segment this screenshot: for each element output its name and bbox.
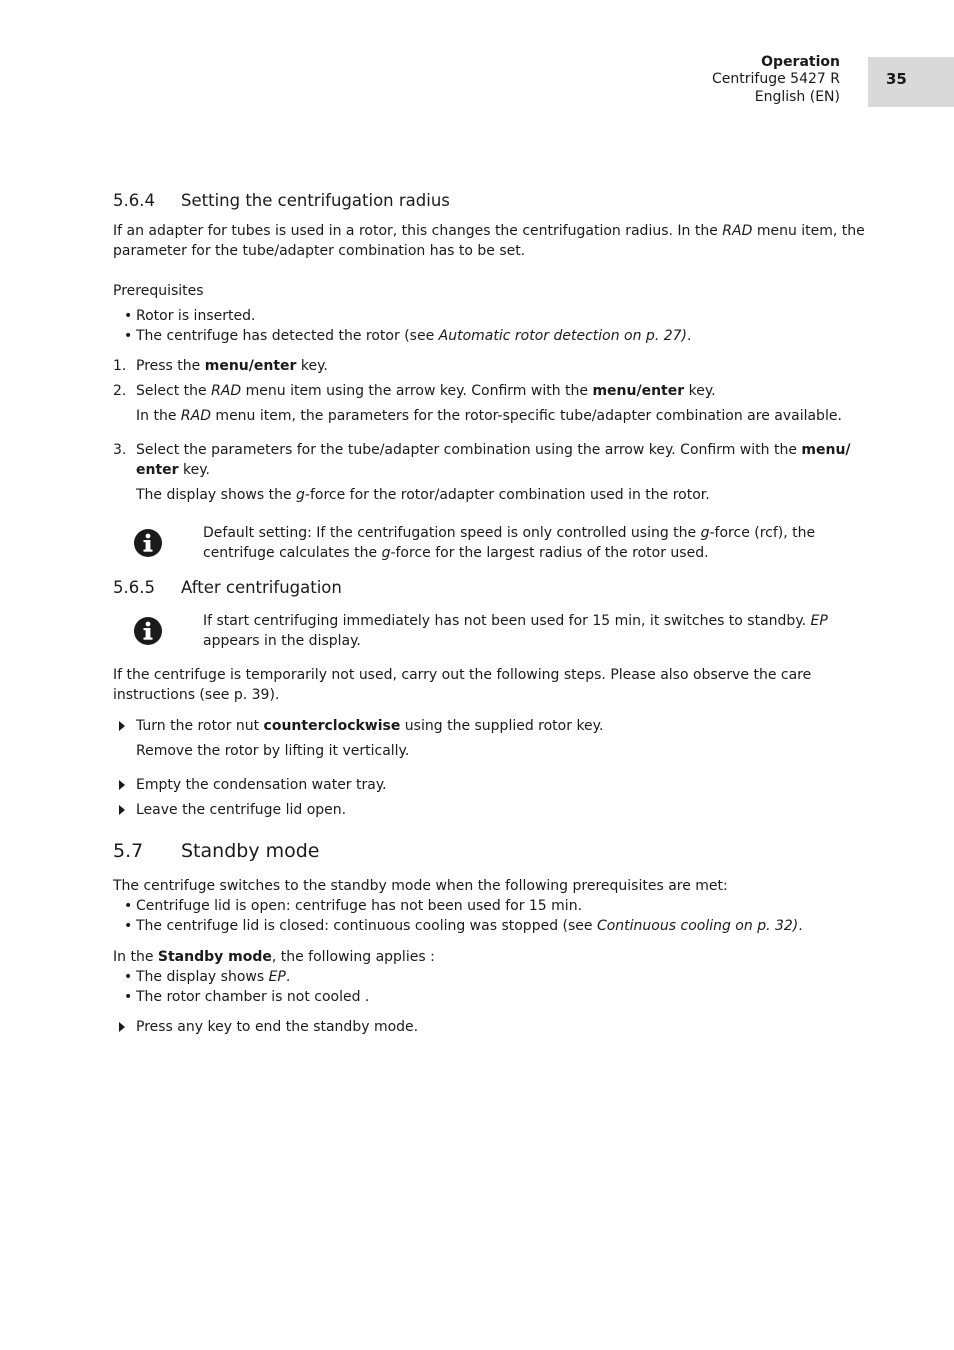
info-circle-icon	[133, 528, 163, 558]
action-step: Empty the condensation water tray.	[136, 777, 387, 793]
display-term: RAD	[722, 223, 753, 239]
text: menu item, the parameters for the rotor-specific tube/adapter combination are available.	[210, 408, 842, 424]
note-text	[203, 523, 815, 543]
bullet: •	[124, 918, 133, 934]
triangle-right-icon	[119, 780, 125, 790]
text: key.	[296, 358, 328, 374]
key-name: enter	[136, 462, 179, 478]
prerequisites-label: Prerequisites	[113, 283, 204, 299]
paragraph-line: The centrifuge switches to the standby mode when the following prerequisites are met:	[113, 878, 728, 894]
page-number: 35	[886, 70, 907, 88]
step-text	[136, 356, 328, 376]
step-result	[136, 406, 842, 426]
display-term: RAD	[211, 383, 242, 399]
text: In the	[136, 408, 181, 424]
section-heading-5-6-5	[113, 578, 342, 598]
text: If start centrifuging immediately has not been used for 15 min, it switches to standby.	[203, 613, 811, 629]
text: The display shows	[136, 969, 269, 985]
action-step: Leave the centrifuge lid open.	[136, 802, 347, 818]
list-item: The rotor chamber is not cooled .	[136, 989, 370, 1005]
list-item: Rotor is inserted.	[136, 308, 256, 324]
triangle-right-icon	[119, 721, 125, 731]
text: .	[798, 918, 803, 934]
paragraph-line	[113, 947, 435, 967]
text: The centrifuge has detected the rotor (see	[136, 328, 439, 344]
header-section: Operation	[761, 54, 840, 70]
text: Select the parameters for the tube/adapter combination using the arrow key. Confirm with the	[136, 442, 802, 458]
note-text	[203, 611, 828, 631]
action-step	[136, 716, 603, 736]
bullet: •	[124, 328, 133, 344]
text: The centrifuge lid is closed: continuous cooling was stopped (see	[136, 918, 597, 934]
step-text	[136, 460, 210, 480]
section-heading-5-7	[113, 841, 319, 861]
key-name: menu/enter	[204, 358, 297, 374]
header-language: English (EN)	[754, 89, 840, 105]
text: , the following applies :	[271, 949, 435, 965]
paragraph-line: If the centrifuge is temporarily not used, carry out the following steps. Please also observe the care	[113, 667, 812, 683]
text: Turn the rotor nut	[136, 718, 264, 734]
note-text: appears in the display.	[203, 633, 361, 649]
text: menu item using the arrow key. Confirm with the	[241, 383, 593, 399]
text: key.	[684, 383, 716, 399]
section-heading-5-6-4	[113, 191, 450, 211]
action-result: Remove the rotor by lifting it vertically.	[136, 743, 410, 759]
page-number-box	[868, 57, 954, 107]
triangle-right-icon	[119, 1022, 125, 1032]
text: key.	[178, 462, 210, 478]
step-number: 3.	[113, 442, 127, 458]
section-title: After centrifugation	[181, 578, 342, 597]
triangle-right-icon	[119, 805, 125, 815]
bullet: •	[124, 969, 133, 985]
text: .	[285, 969, 291, 985]
step-text	[136, 440, 851, 460]
text: .	[687, 328, 692, 344]
text: centrifuge calculates the	[203, 545, 382, 561]
cross-reference-link[interactable]: Automatic rotor detection on p. 27)	[438, 328, 687, 344]
symbol: g	[381, 545, 391, 561]
display-term: RAD	[180, 408, 211, 424]
list-item	[136, 916, 803, 936]
list-item	[136, 967, 290, 987]
section-title: Standby mode	[181, 840, 320, 862]
section-number: 5.6.5	[113, 578, 155, 597]
cross-reference-link[interactable]: Continuous cooling on p. 32)	[596, 918, 799, 934]
list-item: Centrifuge lid is open: centrifuge has not been used for 15 min.	[136, 898, 583, 914]
bullet: •	[124, 308, 133, 324]
display-term: EP	[268, 969, 286, 985]
text: In the	[113, 949, 158, 965]
bullet: •	[124, 898, 133, 914]
text: Default setting: If the centrifugation speed is only controlled using the	[203, 525, 701, 541]
text: menu item, the	[752, 223, 865, 239]
symbol: g	[296, 487, 305, 503]
symbol: g	[700, 525, 710, 541]
note-text	[203, 543, 709, 563]
text: The display shows the	[136, 487, 297, 503]
paragraph-line	[113, 221, 865, 241]
text: -force (rcf), the	[709, 525, 816, 541]
bullet: •	[124, 989, 133, 1005]
text: -force for the rotor/adapter combination used in the rotor.	[304, 487, 710, 503]
emphasis: Standby mode	[157, 949, 272, 965]
text: Select the	[136, 383, 212, 399]
paragraph-line: instructions (see p. 39).	[113, 687, 280, 703]
section-number: 5.6.4	[113, 191, 155, 210]
text: If an adapter for tubes is used in a rotor, this changes the centrifugation radius. In the	[113, 223, 723, 239]
step-text	[136, 381, 716, 401]
info-circle-icon	[133, 616, 163, 646]
display-term: EP	[810, 613, 828, 629]
header-product: Centrifuge 5427 R	[712, 71, 840, 87]
list-item	[136, 326, 691, 346]
section-title: Setting the centrifugation radius	[181, 191, 450, 210]
section-number: 5.7	[113, 840, 144, 862]
key-name: menu/	[801, 442, 851, 458]
emphasis: counterclockwise	[263, 718, 401, 734]
paragraph-line: parameter for the tube/adapter combination has to be set.	[113, 243, 526, 259]
step-number: 2.	[113, 383, 127, 399]
text: using the supplied rotor key.	[400, 718, 604, 734]
step-result	[136, 485, 710, 505]
text: Press the	[136, 358, 205, 374]
step-number: 1.	[113, 358, 127, 374]
key-name: menu/enter	[592, 383, 685, 399]
text: -force for the largest radius of the rotor used.	[390, 545, 709, 561]
action-step: Press any key to end the standby mode.	[136, 1019, 419, 1035]
